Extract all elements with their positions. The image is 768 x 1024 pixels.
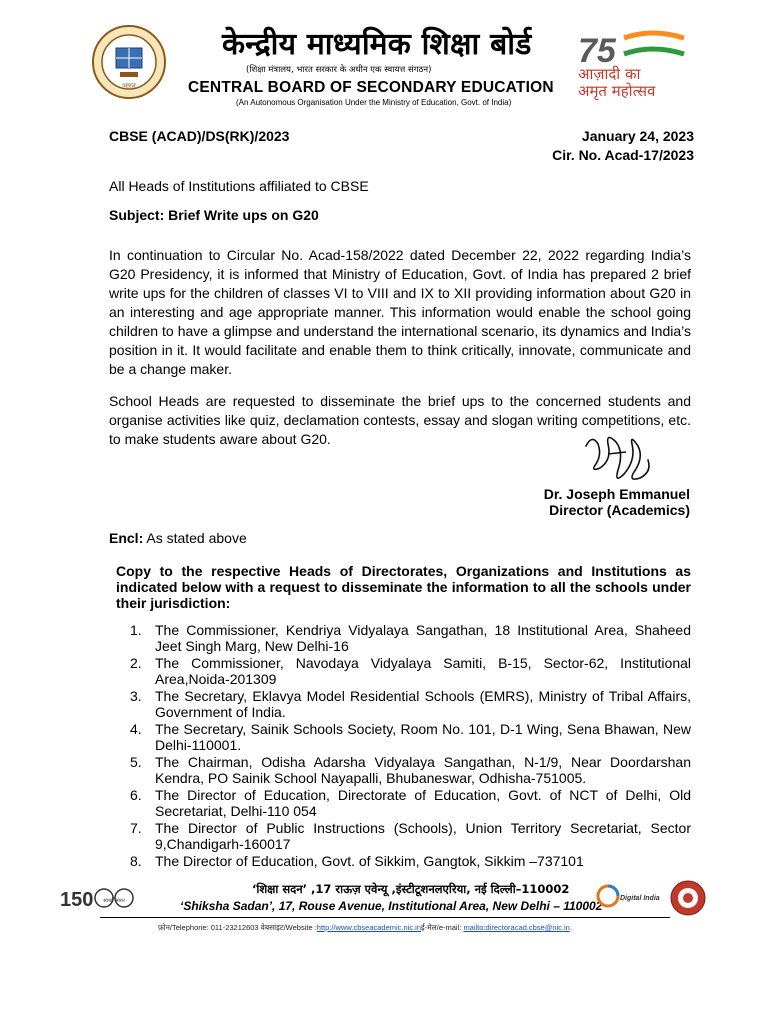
recipient-text: The Director of Education, Govt. of Sikkim, Gangtok, Sikkim –737101	[155, 853, 584, 869]
recipient-number: 2.	[130, 655, 142, 671]
enclosure-value: As stated above	[143, 530, 247, 546]
recipient-number: 8.	[130, 853, 142, 869]
board-subtitle-hindi: (शिक्षा मंत्रालय, भारत सरकार के अधीन एक स्वायत्त संगठन)	[246, 65, 432, 75]
signer-name: Dr. Joseph Emmanuel	[543, 486, 690, 502]
copy-to-note: Copy to the respective Heads of Directorates, Organizations and Institutions as indicated below with a request to disseminate the information to all the schools under their jurisdiction:	[116, 563, 691, 611]
digital-india-text: Digital India	[620, 895, 660, 902]
addressee: All Heads of Institutions affiliated to CBSE	[109, 178, 369, 194]
enclosure-label: Encl:	[109, 530, 144, 546]
contact-prefix: फ़ोन/Telephone: 011-23212603 वेबसाइट/Website :	[158, 923, 317, 932]
recipient-number: 3.	[130, 688, 142, 704]
swachh-bharat-text: स्वच्छ भारत	[103, 898, 125, 904]
recipient-item	[130, 623, 691, 654]
cbse-logo-text: भारत	[122, 82, 136, 90]
footer-address-hindi: ‘शिक्षा सदन’ ,17 राऊज़ एवेन्यू ,इंस्टीटूशनलएरिया, नई दिल्ली–110002	[252, 882, 570, 896]
seal-logo	[668, 878, 708, 923]
recipient-text: The Director of Public Instructions (Schools), Union Territory Secretariat, Sector 9,Chandigarh-160017	[155, 820, 691, 852]
digital-india-logo	[596, 880, 666, 921]
footer-address-english: ‘Shiksha Sadan’, 17, Rouse Avenue, Institutional Area, New Delhi – 110002	[180, 899, 603, 913]
contact-mid: ई-मेल/e-mail:	[421, 923, 464, 932]
email-link[interactable]: mailto:directoracad.cbse@nic.in	[463, 923, 570, 932]
website-link[interactable]: http://www.cbseacademic.nic.in	[316, 923, 422, 932]
circular-number: Cir. No. Acad-17/2023	[552, 147, 694, 163]
letter-date: January 24, 2023	[581, 128, 694, 144]
board-name-hindi: केन्द्रीय माध्यमिक शिक्षा बोर्ड	[222, 27, 532, 62]
gandhi-150-number: 150	[60, 889, 94, 911]
recipient-text: The Director of Education, Directorate of Education, Govt. of NCT of Delhi, Old Secretariat, Delhi-110 054	[155, 787, 691, 819]
footer-divider	[100, 917, 670, 918]
recipient-text: The Secretary, Sainik Schools Society, Room No. 101, D-1 Wing, Sena Bhawan, New Delhi-110001.	[155, 721, 691, 753]
body-paragraph-1: In continuation to Circular No. Acad-158/2022 dated December 22, 2022 regarding India’s G20 Presidency, it is informed that Ministry of Education, Govt. of India has prepared 2 brief write ups for the children of classes VI to VIII and IX to XII providing information about G20 in an interesting and age appropriate manner. This information would enable the school going children to have a glimpse and understand the international scenario, its dynamics and India’s position in it. It would facilitate and enable them to think critically, innovate, communicate and be a change maker.	[109, 247, 691, 377]
azadi-line1: आज़ादी का	[578, 65, 641, 83]
cbse-logo	[90, 22, 168, 109]
footer-contact	[158, 923, 572, 933]
recipient-number: 1.	[130, 622, 142, 638]
azadi-text	[578, 66, 698, 100]
board-subtitle-english: (An Autonomous Organisation Under the Ministry of Education, Govt. of India)	[236, 98, 512, 107]
recipient-list	[130, 623, 691, 872]
signer-title: Director (Academics)	[549, 502, 690, 518]
recipient-text: The Commissioner, Navodaya Vidyalaya Samiti, B-15, Sector-62, Institutional Area,Noida-201309	[155, 655, 691, 687]
subject-line: Subject: Brief Write ups on G20	[109, 207, 319, 223]
recipient-item	[130, 656, 691, 687]
recipient-item	[130, 821, 691, 852]
recipient-text: The Commissioner, Kendriya Vidyalaya Sangathan, 18 Institutional Area, Shaheed Jeet Singh Marg, New Delhi-16	[155, 622, 691, 654]
recipient-text: The Secretary, Eklavya Model Residential Schools (EMRS), Ministry of Tribal Affairs, Government of India.	[155, 688, 691, 720]
recipient-item	[130, 689, 691, 720]
enclosure-line	[109, 530, 247, 546]
contact-suffix: .	[569, 923, 572, 932]
azadi-line2: अमृत महोत्सव	[578, 82, 656, 100]
recipient-text: The Chairman, Odisha Adarsha Vidyalaya Sangathan, N-1/9, Near Doordarshan Kendra, PO Sainik School Nayapalli, Bhubaneswar, Odhisha-751005.	[155, 754, 691, 786]
recipient-item	[130, 722, 691, 753]
reference-number: CBSE (ACAD)/DS(RK)/2023	[109, 128, 290, 144]
recipient-item	[130, 755, 691, 786]
body-paragraph-2: School Heads are requested to disseminate the brief ups to the concerned students and organise activities like quiz, declamation contests, essay and slogan writing competitions, etc. to make students aware about G20.	[109, 393, 691, 447]
recipient-number: 4.	[130, 721, 142, 737]
recipient-number: 6.	[130, 787, 142, 803]
recipient-number: 7.	[130, 820, 142, 836]
recipient-item	[130, 788, 691, 819]
azadi-number: 75	[578, 32, 616, 66]
board-name-english: CENTRAL BOARD OF SECONDARY EDUCATION	[188, 79, 554, 96]
recipient-item	[130, 854, 691, 870]
recipient-number: 5.	[130, 754, 142, 770]
